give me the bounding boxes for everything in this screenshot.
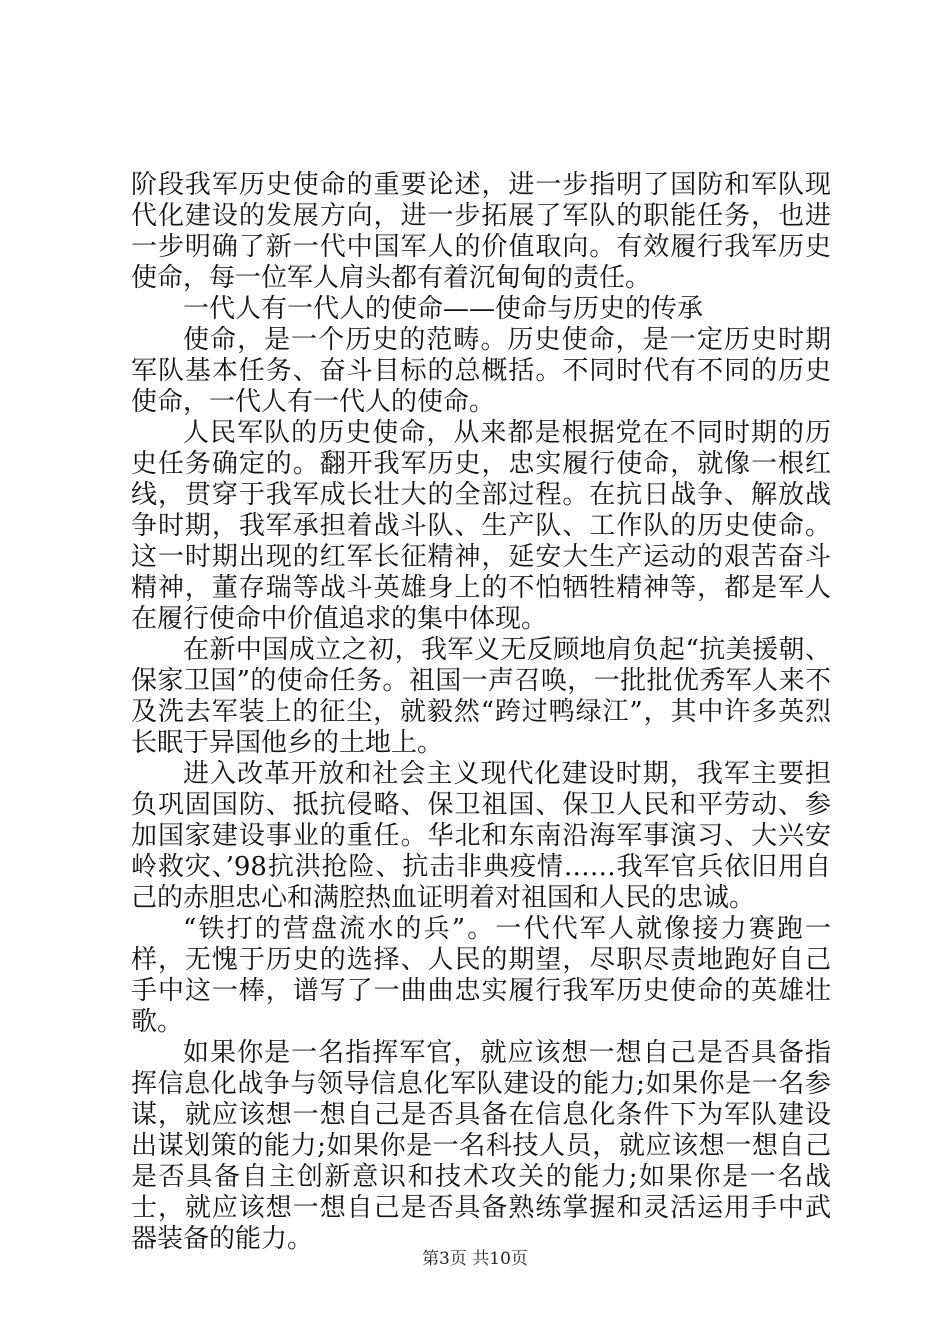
document-body xyxy=(131,170,831,1255)
paragraph: 进入改革开放和社会主义现代化建设时期，我军主要担负巩固国防、抵抗侵略、保卫祖国、保卫人民和平劳动、参加国家建设事业的重任。华北和东南沿海军事演习、大兴安岭救灾、’98抗洪抢险、抗击非典疫情……我军官兵依旧用自己的赤胆忠心和满腔热血证明着对祖国和人民的忠诚。 xyxy=(131,759,831,913)
paragraph: 阶段我军历史使命的重要论述，进一步指明了国防和军队现代化建设的发展方向，进一步拓展了军队的职能任务，也进一步明确了新一代中国军人的价值取向。有效履行我军历史使命，每一位军人肩头都有着沉甸甸的责任。 xyxy=(131,170,831,293)
paragraph: 如果你是一名指挥军官，就应该想一想自己是否具备指挥信息化战争与领导信息化军队建设的能力;如果你是一名参谋，就应该想一想自己是否具备在信息化条件下为军队建设出谋划策的能力;如果你是一名科技人员，就应该想一想自己是否具备自主创新意识和技术攻关的能力;如果你是一名战士，就应该想一想自己是否具备熟练掌握和灵活运用手中武器装备的能力。 xyxy=(131,1038,831,1254)
page-number-footer: 第3页 共10页 xyxy=(422,1249,528,1269)
paragraph: 人民军队的历史使命，从来都是根据党在不同时期的历史任务确定的。翻开我军历史，忠实履行使命，就像一根红线，贯穿于我军成长壮大的全部过程。在抗日战争、解放战争时期，我军承担着战斗队、生产队、工作队的历史使命。这一时期出现的红军长征精神，延安大生产运动的艰苦奋斗精神，董存瑞等战斗英雄身上的不怕牺牲精神等，都是军人在履行使命中价值追求的集中体现。 xyxy=(131,418,831,634)
paragraph: 使命，是一个历史的范畴。历史使命，是一定历史时期军队基本任务、奋斗目标的总概括。不同时代有不同的历史使命，一代人有一代人的使命。 xyxy=(131,325,831,417)
section-heading: 一代人有一代人的使命——使命与历史的传承 xyxy=(183,294,704,324)
paragraph: “铁打的营盘流水的兵”。一代代军人就像接力赛跑一样，无愧于历史的选择、人民的期望，尽职尽责地跑好自己手中这一棒，谱写了一曲曲忠实履行我军历史使命的英雄壮歌。 xyxy=(131,914,831,1037)
paragraph: 在新中国成立之初，我军义无反顾地肩负起“抗美援朝、保家卫国”的使命任务。祖国一声召唤，一批批优秀军人来不及洗去军装上的征尘，就毅然“跨过鸭绿江”，其中许多英烈长眠于异国他乡的土地上。 xyxy=(131,635,831,758)
